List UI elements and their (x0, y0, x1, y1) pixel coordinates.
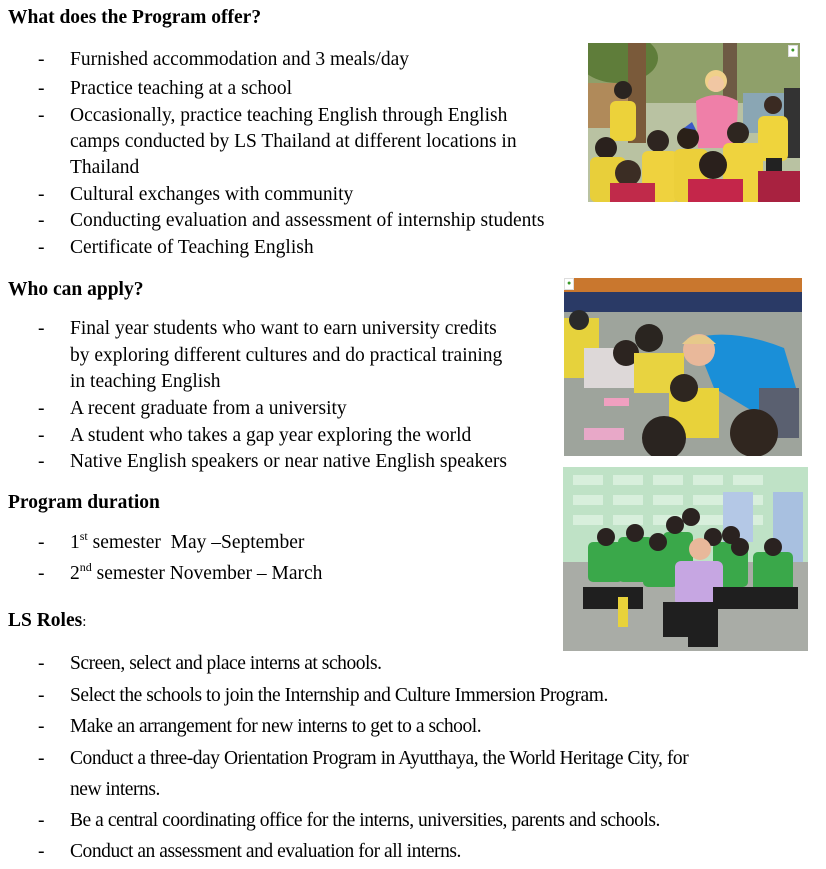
bullet-dash: - (38, 78, 45, 99)
list-item-text: Cultural exchanges with community (70, 184, 354, 205)
list-item (0, 683, 826, 709)
bullet-dash: - (38, 563, 45, 584)
bullet-dash: - (38, 451, 45, 472)
heading-program-offer: What does the Program offer? (8, 7, 262, 28)
list-item-text: Be a central coordinating office for the interns, universities, parents and schools. (70, 810, 660, 831)
list-item (0, 182, 600, 208)
bullet-dash: - (38, 685, 45, 706)
bullet-dash: - (38, 841, 45, 862)
list-item (0, 746, 826, 772)
bullet-dash: - (38, 653, 45, 674)
bullet-dash: - (38, 398, 45, 419)
list-item-continuation (0, 155, 600, 181)
list-item-text (70, 530, 304, 556)
list-item-text: Native English speakers or near native English speakers (70, 451, 507, 472)
bullet-dash: - (38, 210, 45, 231)
list-item (0, 561, 600, 587)
list-item (0, 808, 826, 834)
semester-period: semester November – March (91, 563, 323, 584)
ordinal-suffix: nd (79, 559, 92, 574)
heading-program-duration: Program duration (8, 492, 160, 513)
list-item-text: A student who takes a gap year exploring the world (70, 425, 472, 446)
bullet-dash: - (38, 425, 45, 446)
list-item-text: Thailand (70, 157, 140, 178)
list-item-text: Conducting evaluation and assessment of internship students (70, 210, 545, 231)
list-item (0, 396, 600, 422)
logo-name-icon: ● (790, 46, 795, 54)
list-item-continuation (0, 777, 826, 803)
bullet-dash: - (38, 237, 45, 258)
bullet-dash: - (38, 810, 45, 831)
list-item-text (70, 561, 322, 587)
heading-colon: : (82, 614, 87, 630)
list-item (0, 449, 600, 475)
list-item-text: Occasionally, practice teaching English through English (70, 105, 508, 126)
list-item (0, 714, 826, 740)
list-item (0, 208, 600, 234)
list-item (0, 103, 600, 129)
list-item (0, 839, 826, 865)
logo-name-icon: ● (567, 279, 572, 287)
photo-teacher-helping-students (564, 278, 802, 456)
list-item-continuation (0, 343, 600, 369)
list-item-text: Certificate of Teaching English (70, 237, 314, 258)
list-item (0, 530, 600, 556)
list-item-text: Make an arrangement for new interns to get to a school. (70, 716, 482, 737)
list-item-text: Final year students who want to earn university credits (70, 318, 497, 339)
list-item-text: Furnished accommodation and 3 meals/day (70, 49, 410, 70)
photo-group-with-students (563, 467, 808, 651)
heading-who-can-apply: Who can apply? (8, 279, 144, 300)
bullet-dash: - (38, 748, 45, 769)
list-item (0, 651, 826, 677)
list-item-text: in teaching English (70, 371, 221, 392)
list-item-text: camps conducted by LS Thailand at different locations in (70, 131, 517, 152)
language-services-logo (788, 45, 798, 57)
language-services-logo (564, 278, 574, 290)
bullet-dash: - (38, 532, 45, 553)
list-item-text: by exploring different cultures and do practical training (70, 345, 503, 366)
list-item-text: Conduct a three-day Orientation Program in Ayutthaya, the World Heritage City, for (70, 748, 689, 769)
bullet-dash: - (38, 184, 45, 205)
list-item-text: Practice teaching at a school (70, 78, 292, 99)
list-item (0, 47, 600, 73)
list-item (0, 316, 600, 342)
list-item-continuation (0, 369, 600, 395)
heading-ls-roles (8, 610, 86, 633)
list-item-text: A recent graduate from a university (70, 398, 347, 419)
semester-number: 1 (70, 532, 80, 553)
list-item (0, 76, 600, 102)
semester-number: 2 (70, 563, 80, 584)
bullet-dash: - (38, 49, 45, 70)
list-item-text: Conduct an assessment and evaluation for all interns. (70, 841, 461, 862)
photo-teacher-with-students (588, 43, 800, 202)
semester-period: semester May –September (87, 532, 305, 553)
list-item-text: Select the schools to join the Internship and Culture Immersion Program. (70, 685, 608, 706)
list-item-text: Screen, select and place interns at schools. (70, 653, 382, 674)
list-item (0, 235, 600, 261)
list-item-text: new interns. (70, 779, 160, 800)
list-item-continuation (0, 129, 600, 155)
list-item (0, 423, 600, 449)
bullet-dash: - (38, 318, 45, 339)
heading-text: LS Roles (8, 610, 83, 631)
bullet-dash: - (38, 105, 45, 126)
bullet-dash: - (38, 716, 45, 737)
ordinal-suffix: st (79, 528, 88, 543)
